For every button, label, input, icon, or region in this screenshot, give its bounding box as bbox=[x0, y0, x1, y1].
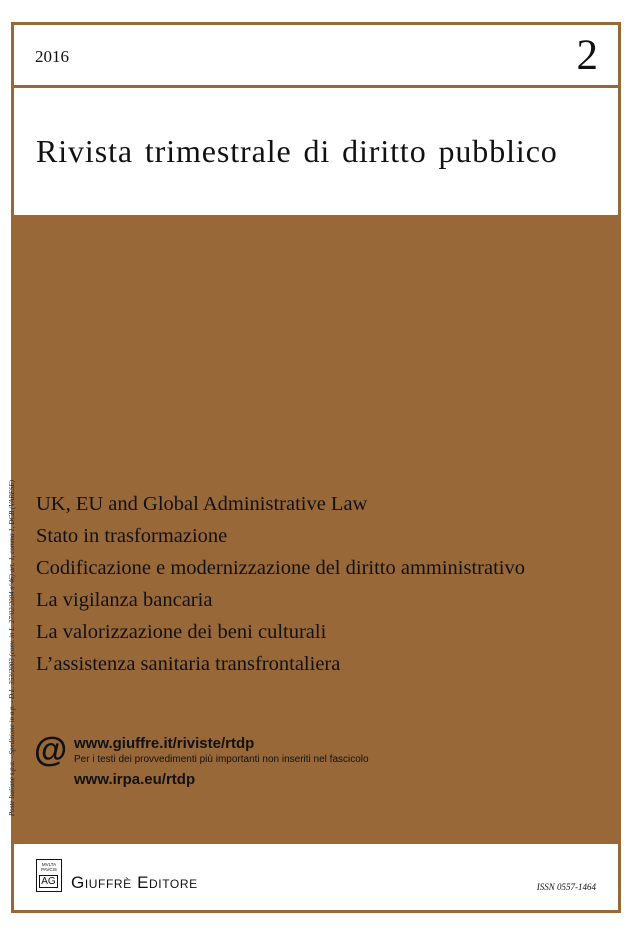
issue-number: 2 bbox=[576, 32, 598, 79]
website-link-giuffre[interactable]: www.giuffre.it/riviste/rtdp bbox=[74, 735, 255, 752]
issn: ISSN 0557-1464 bbox=[536, 882, 596, 892]
topic-item: Codificazione e modernizzazione del diritto amministrativo bbox=[36, 557, 525, 579]
title-panel bbox=[11, 22, 621, 218]
website-note: Per i testi dei provvedimenti più importanti non inseriti nel fascicolo bbox=[74, 754, 369, 765]
year: 2016 bbox=[35, 47, 69, 66]
topic-item: La vigilanza bancaria bbox=[36, 589, 213, 611]
logo-text-middle: PAVCIS bbox=[41, 867, 57, 872]
header-row bbox=[14, 25, 618, 88]
topics-list bbox=[36, 488, 525, 680]
at-icon: @ bbox=[34, 731, 68, 769]
postal-notice bbox=[0, 480, 16, 840]
topic-item: La valorizzazione dei beni culturali bbox=[36, 621, 327, 643]
publisher-name: Giuffrè Editore bbox=[71, 873, 198, 892]
topic-item: Stato in trasformazione bbox=[36, 525, 228, 547]
publisher-logo-icon bbox=[36, 859, 62, 892]
logo-text-top: MVLTA bbox=[41, 862, 57, 867]
topic-item: UK, EU and Global Administrative Law bbox=[36, 493, 368, 515]
topic-item: L’assistenza sanitaria transfrontaliera bbox=[36, 653, 341, 675]
postal-notice-text: Poste Italiane s.p.a. - Spedizione in a.p. - D.L. 353/2003 (conv. in L. 27/02/2004 n°46) art. 1, comma 1, DCB (VARESE) bbox=[8, 480, 16, 817]
footer-panel bbox=[11, 841, 621, 913]
journal-title: Rivista trimestrale di diritto pubblico bbox=[36, 133, 558, 169]
logo-mark: AG bbox=[39, 875, 58, 888]
website-link-irpa[interactable]: www.irpa.eu/rtdp bbox=[74, 771, 196, 788]
